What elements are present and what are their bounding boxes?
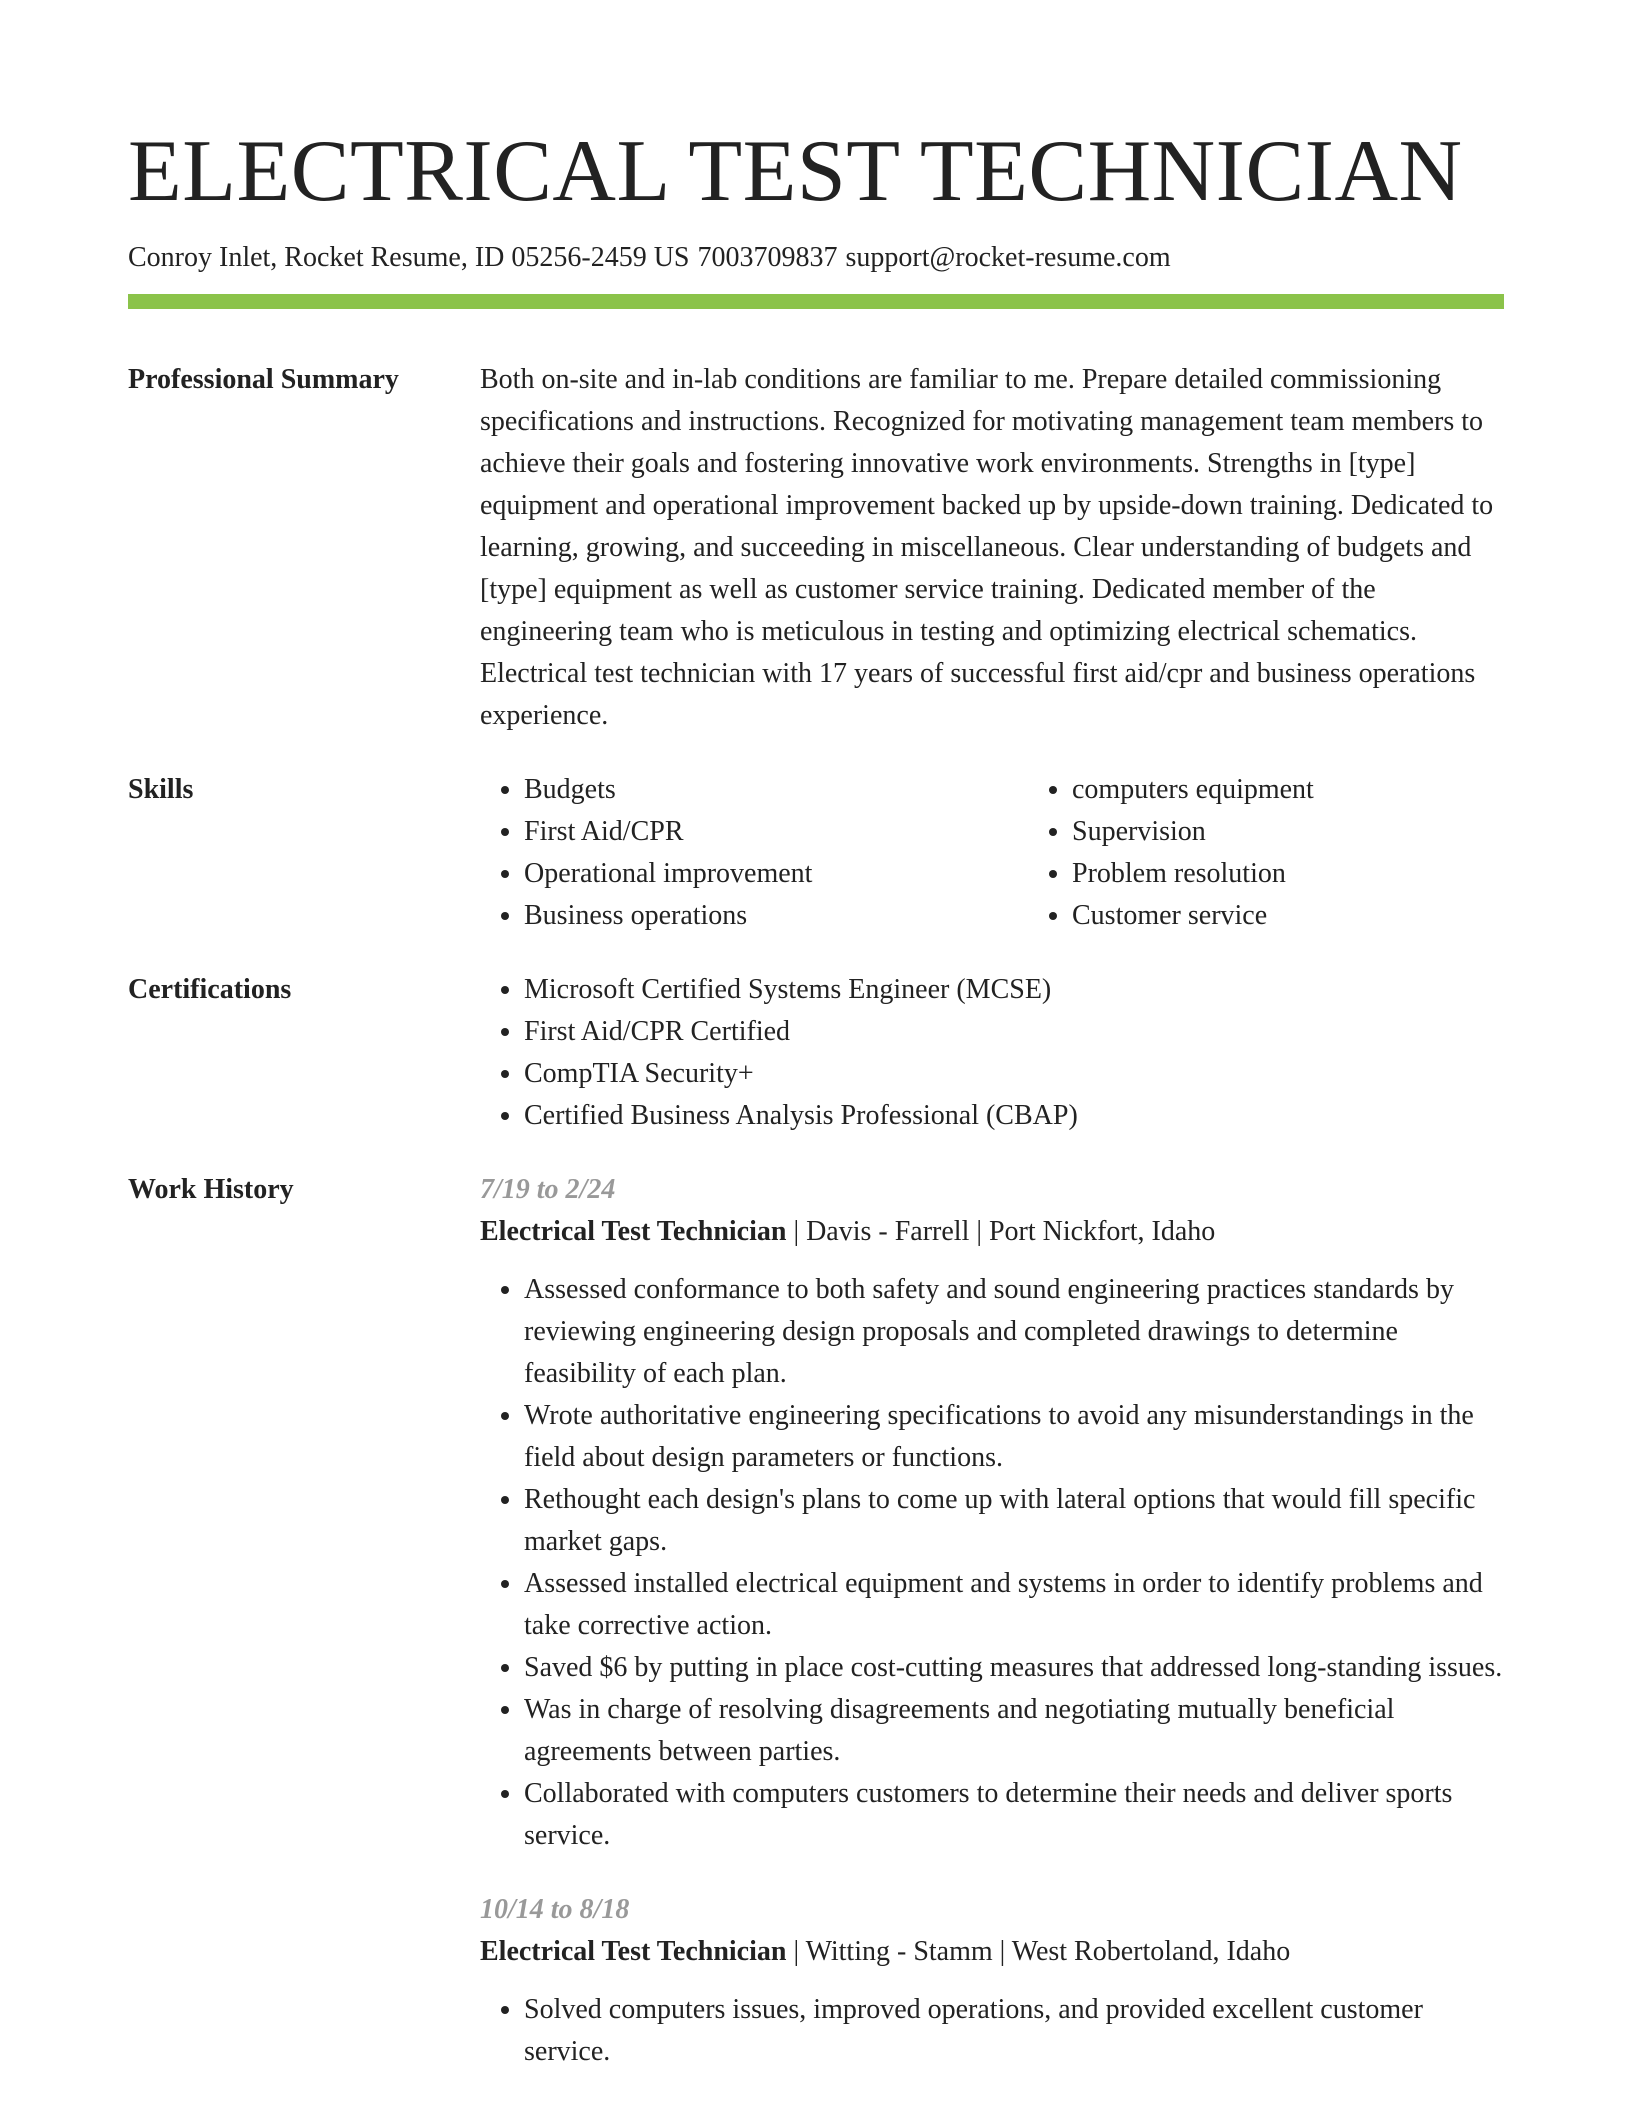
section-label-skills: Skills [128,774,194,805]
resume-title: ELECTRICAL TEST TECHNICIAN [128,123,1463,220]
job-entry [480,1169,1504,1857]
skill-item: • Customer service [1072,895,1576,937]
job-bullet: • Was in charge of resolving disagreements and negotiating mutually beneficial agreements between parties. [524,1689,1504,1773]
job-dates: 7/19 to 2/24 [480,1174,616,1205]
contact-address: Conroy Inlet, Rocket Resume, ID 05256-2459 US [128,242,690,273]
job-details: | Witting - Stamm | West Robertoland, Idaho [786,1936,1291,1967]
certifications-list [480,969,1504,1137]
section-label-certifications: Certifications [128,974,292,1005]
job-bullet: • Assessed installed electrical equipment and systems in order to identify problems and take corrective action. [524,1563,1504,1647]
job-entry [480,1889,1504,2073]
skill-item: • Budgets [524,769,1028,811]
contact-email[interactable]: support@rocket-resume.com [845,242,1171,273]
contact-phone: 7003709837 [697,242,838,273]
skill-item: • Supervision [1072,811,1576,853]
job-bullet: • Rethought each design's plans to come up with lateral options that would fill specific market gaps. [524,1479,1504,1563]
contact-line [128,238,1504,278]
skills-list-left [480,769,1028,937]
skill-item: • Business operations [524,895,1028,937]
skills-section [128,769,1504,937]
job-bullet: • Wrote authoritative engineering specifications to avoid any misunderstandings in the field about design parameters or functions. [524,1395,1504,1479]
job-bullets [480,1269,1504,1857]
certification-item: • CompTIA Security+ [524,1053,1504,1095]
skill-item: • First Aid/CPR [524,811,1028,853]
job-bullets [480,1989,1504,2073]
job-details: | Davis - Farrell | Port Nickfort, Idaho [786,1216,1216,1247]
resume-page [128,120,1504,2073]
job-bullet: • Collaborated with computers customers to determine their needs and deliver sports service. [524,1773,1504,1857]
summary-text: Both on-site and in-lab conditions are familiar to me. Prepare detailed commissioning specifications and instructions. Recognized for motivating management team members to achieve their goals and fostering innovative work environments. Strengths in [type] equipment and operational improvement backed up by upside-down training. Dedicated to learning, growing, and succeeding in miscellaneous. Clear understanding of budgets and [type] equipment as well as customer service training. Dedicated member of the engineering team who is meticulous in testing and optimizing electrical schematics. Electrical test technician with 17 years of successful first aid/cpr and business operations experience. [480,364,1494,731]
skill-item: • Operational improvement [524,853,1028,895]
summary-section [128,359,1504,737]
work-history-section [128,1169,1504,2073]
certification-item: • First Aid/CPR Certified [524,1011,1504,1053]
section-label-work-history: Work History [128,1174,294,1205]
certification-item: • Microsoft Certified Systems Engineer (MCSE) [524,969,1504,1011]
section-label-summary: Professional Summary [128,364,399,395]
certification-item: • Certified Business Analysis Professional (CBAP) [524,1095,1504,1137]
job-bullet: • Assessed conformance to both safety and sound engineering practices standards by reviewing engineering design proposals and completed drawings to determine feasibility of each plan. [524,1269,1504,1395]
certifications-section [128,969,1504,1137]
job-bullet: • Solved computers issues, improved operations, and provided excellent customer service. [524,1989,1504,2073]
job-bullet: • Saved $6 by putting in place cost-cutting measures that addressed long-standing issues. [524,1647,1504,1689]
skill-item: • Problem resolution [1072,853,1576,895]
job-title: Electrical Test Technician [480,1216,787,1247]
skill-item: • computers equipment [1072,769,1576,811]
job-title: Electrical Test Technician [480,1936,787,1967]
accent-divider [128,294,1504,309]
job-heading [480,1211,1504,1253]
skills-list-right [1028,769,1576,937]
job-dates: 10/14 to 8/18 [480,1894,630,1925]
job-heading [480,1931,1504,1973]
